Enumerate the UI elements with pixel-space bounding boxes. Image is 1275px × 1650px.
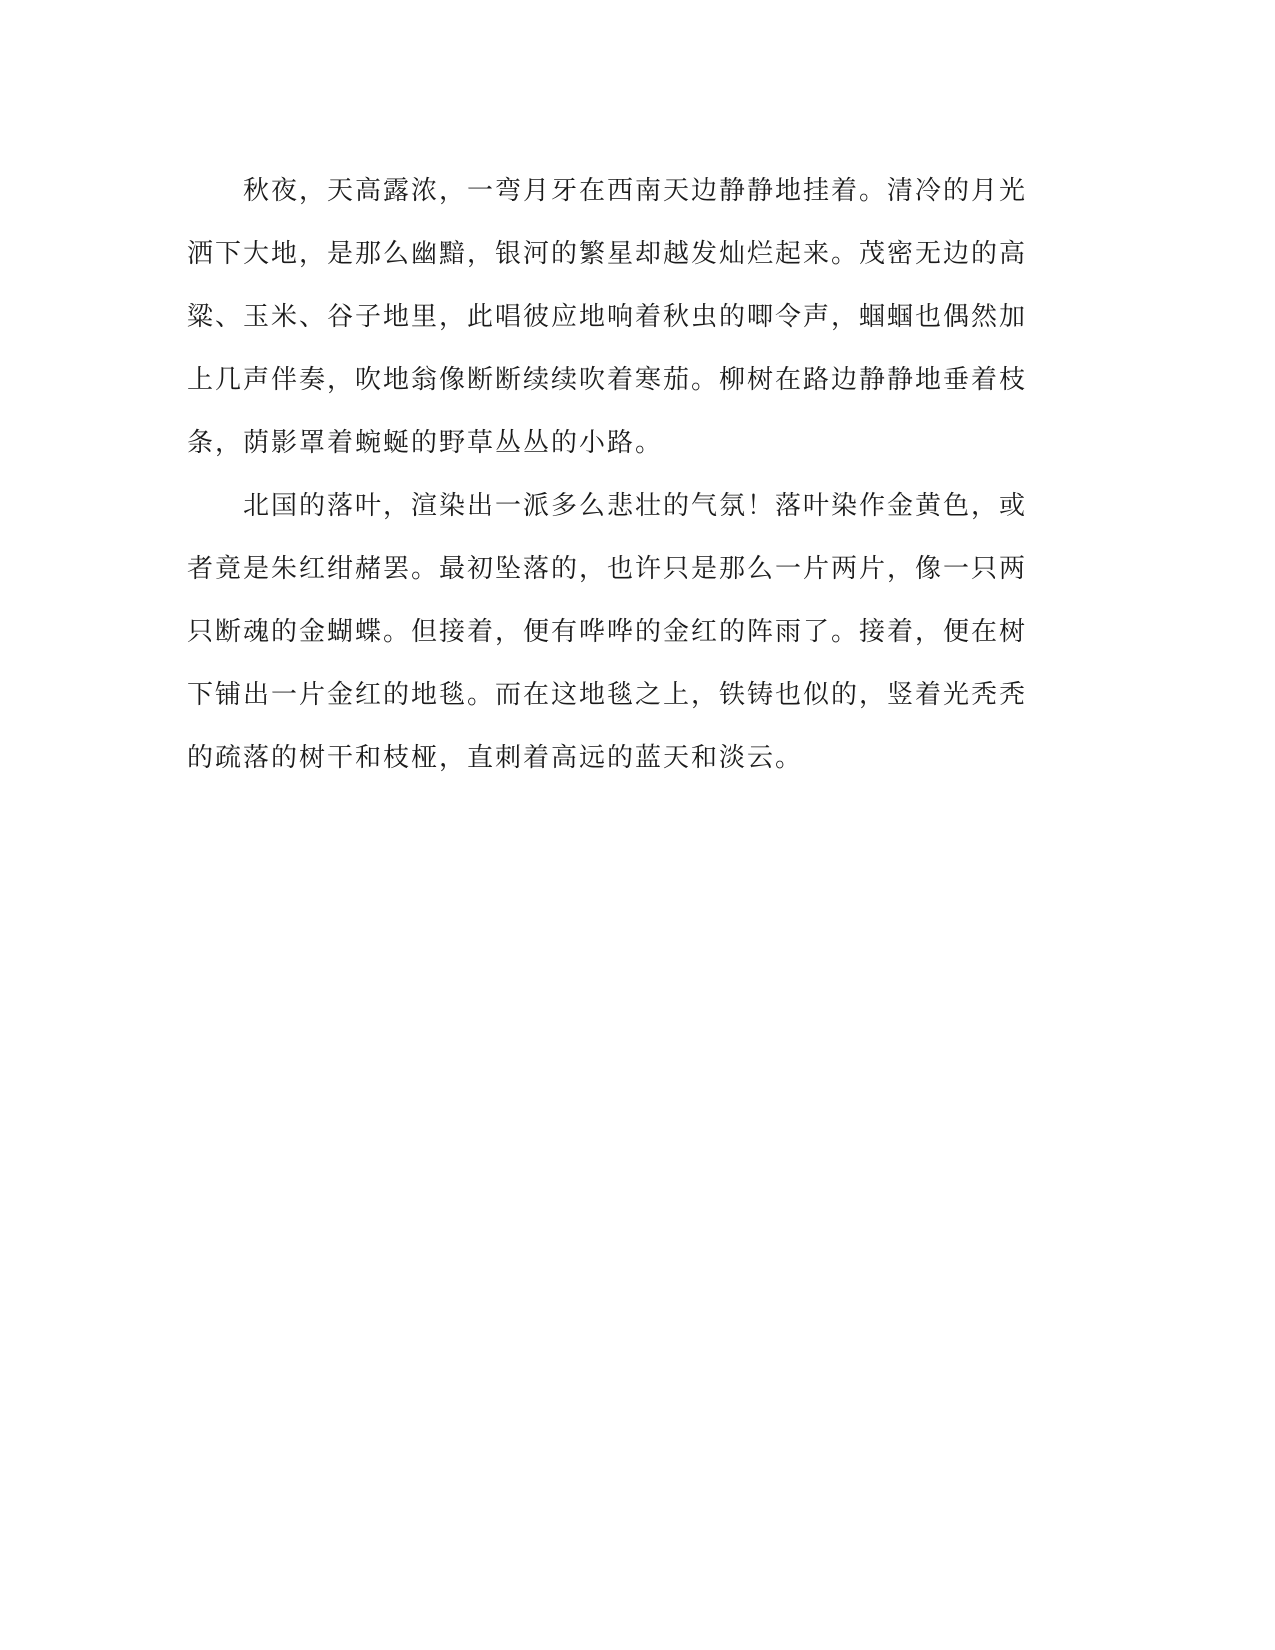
paragraph-northern-leaves [187, 475, 1087, 790]
text-line: 条，荫影罩着蜿蜒的野草丛丛的小路。 [187, 428, 664, 458]
text-line: 只断魂的金蝴蝶。但接着，便有哗哗的金红的阵雨了。接着，便在树 [187, 617, 1028, 647]
text-line: 洒下大地，是那么幽黯，银河的繁星却越发灿烂起来。茂密无边的高 [187, 239, 1028, 269]
text-line: 上几声伴奏，吹地翁像断断续续吹着寒茄。柳树在路边静静地垂着枝 [187, 365, 1028, 395]
text-line: 粱、玉米、谷子地里，此唱彼应地响着秋虫的唧令声，蝈蝈也偶然加 [187, 302, 1028, 332]
text-line: 北国的落叶，渲染出一派多么悲壮的气氛！落叶染作金黄色，或 [187, 491, 1028, 521]
text-line: 下铺出一片金红的地毯。而在这地毯之上，铁铸也似的，竖着光秃秃 [187, 680, 1028, 710]
document-body [187, 160, 1087, 790]
text-line: 的疏落的树干和枝桠，直刺着高远的蓝天和淡云。 [187, 743, 804, 773]
text-line: 者竟是朱红绀赭罢。最初坠落的，也许只是那么一片两片，像一只两 [187, 554, 1028, 584]
paragraph-autumn-night [187, 160, 1087, 475]
text-line: 秋夜，天高露浓，一弯月牙在西南天边静静地挂着。清冷的月光 [187, 176, 1028, 206]
